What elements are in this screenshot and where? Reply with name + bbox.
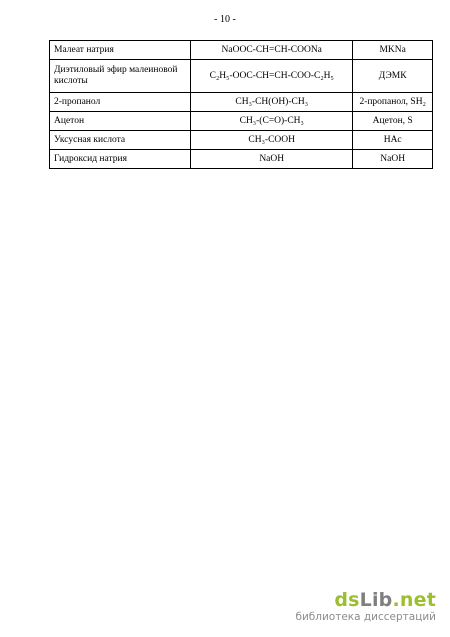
substance-abbreviation: HAc [353, 131, 433, 150]
page-number: - 10 - [214, 14, 236, 25]
table-row [50, 150, 433, 169]
substance-formula: NaOOC-CH=CH-COONa [191, 41, 353, 60]
substance-abbreviation: 2-пропанол, SH₂ [353, 93, 433, 112]
table-row [50, 60, 433, 93]
substance-formula: NaOH [191, 150, 353, 169]
substance-abbreviation: NaOH [353, 150, 433, 169]
dslib-watermark[interactable] [295, 590, 436, 623]
substance-abbreviation: MKNa [353, 41, 433, 60]
substance-abbreviation: Ацетон, S [353, 112, 433, 131]
substance-name: Малеат натрия [50, 41, 191, 60]
substance-name: Ацетон [50, 112, 191, 131]
table-row [50, 41, 433, 60]
substance-name: Гидроксид натрия [50, 150, 191, 169]
substance-formula: CH₃-COOH [191, 131, 353, 150]
logo-ds-text: ds [334, 589, 360, 611]
substance-formula: CH₃-CH(OH)-CH₃ [191, 93, 353, 112]
logo-lib-text: Lib [359, 589, 393, 611]
substance-formula: C₂H₅-OOC-CH=CH-COO-C₂H₅ [191, 60, 353, 93]
dslib-logo [295, 590, 436, 610]
substance-name: 2-пропанол [50, 93, 191, 112]
chemicals-table [49, 40, 433, 169]
substance-abbreviation: ДЭМК [353, 60, 433, 93]
table-row [50, 131, 433, 150]
logo-net-text: .net [392, 589, 436, 611]
watermark-subtitle: библиотека диссертаций [295, 611, 436, 623]
substance-name: Диэтиловый эфир малеиновой кислоты [50, 60, 191, 93]
table-row [50, 112, 433, 131]
substance-formula: CH₃-(C=O)-CH₃ [191, 112, 353, 131]
table-row [50, 93, 433, 112]
substance-name: Уксусная кислота [50, 131, 191, 150]
